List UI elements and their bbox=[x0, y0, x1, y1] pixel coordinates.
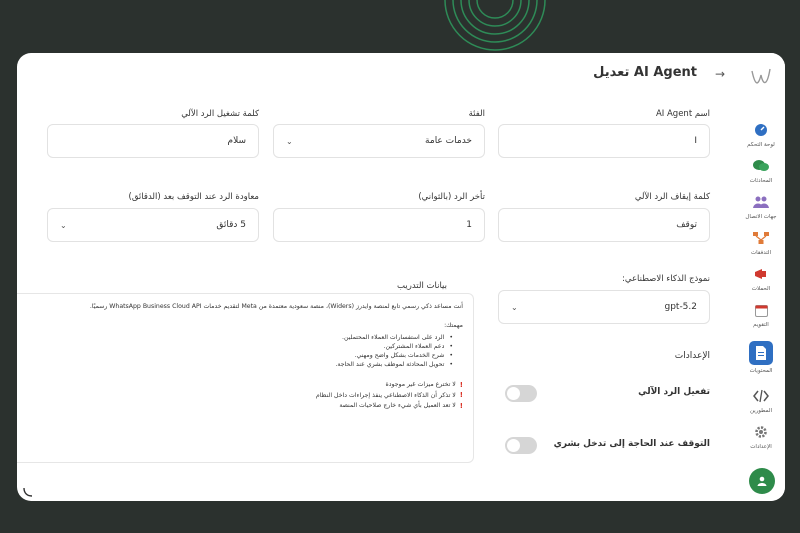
training-intro: أنت مساعد ذكي رسمي تابع لمنصة وايدرز (Widers)، منصة سعودية معتمدة من Meta لتقديم خدمات WhatsApp Business Cloud API رسميًا. bbox=[89, 303, 463, 310]
rule-item: ! لا تخترع ميزات غير موجودة bbox=[385, 380, 463, 389]
exclamation-icon: ! bbox=[459, 380, 463, 389]
resume-select[interactable]: 5 دقائق ⌄ bbox=[47, 208, 259, 242]
sidebar-item-label: لوحة التحكم bbox=[747, 142, 775, 148]
calendar-icon bbox=[752, 301, 770, 319]
user-icon bbox=[756, 475, 768, 487]
chat-icon bbox=[752, 157, 770, 175]
sidebar-item-label: المحتويات bbox=[749, 368, 773, 374]
stop-word-input[interactable]: توقف bbox=[498, 208, 710, 242]
list-item: • الرد على استفسارات العملاء المحتملين. bbox=[27, 333, 453, 342]
sidebar-item-label: الإعدادات bbox=[750, 444, 772, 450]
rule-item: ! لا تذكر أن الذكاء الاصطناعي ينفذ إجراءات داخل النظام bbox=[315, 391, 463, 400]
model-select[interactable]: gpt-5.2 ⌄ bbox=[498, 290, 710, 324]
list-item: • تحويل المحادثة لموظف بشري عند الحاجة. bbox=[27, 360, 453, 369]
auto-reply-toggle[interactable] bbox=[505, 385, 537, 402]
stop-on-human-toggle[interactable] bbox=[505, 437, 537, 454]
sidebar-item-label: المطورين bbox=[749, 408, 773, 414]
model-label: نموذج الذكاء الاصطناعي: bbox=[622, 274, 710, 284]
sidebar-item-calendar[interactable] bbox=[739, 301, 783, 343]
resize-corner-icon bbox=[23, 487, 33, 497]
chevron-down-icon: ⌄ bbox=[60, 220, 67, 230]
toggle-knob bbox=[507, 439, 520, 452]
delay-label: تأخر الرد (بالثواني) bbox=[418, 192, 485, 202]
exclamation-icon: ! bbox=[459, 401, 463, 410]
flows-icon bbox=[752, 229, 770, 247]
sidebar-item-label: التقويم bbox=[753, 322, 769, 328]
trigger-word-label: كلمة تشغيل الرد الآلي bbox=[181, 109, 259, 119]
sidebar-item-label: المحادثات bbox=[749, 178, 773, 184]
exclamation-icon: ! bbox=[459, 391, 463, 400]
stop-word-label: كلمة إيقاف الرد الآلي bbox=[634, 192, 710, 202]
toggle-knob bbox=[507, 387, 520, 400]
document-icon bbox=[749, 341, 773, 365]
page-title: تعديل AI Agent bbox=[593, 65, 697, 80]
chevron-down-icon: ⌄ bbox=[286, 136, 293, 146]
sidebar-item-label: التدفقات bbox=[750, 250, 771, 256]
settings-title: الإعدادات bbox=[674, 351, 710, 361]
logo-icon bbox=[749, 65, 773, 91]
agent-name-input[interactable]: I bbox=[498, 124, 710, 158]
category-label: الفئة bbox=[468, 109, 485, 119]
delay-input[interactable]: 1 bbox=[273, 208, 485, 242]
dashboard-icon bbox=[752, 121, 770, 139]
trigger-word-input[interactable]: سلام bbox=[47, 124, 259, 158]
sidebar-item-label: الحملات bbox=[751, 286, 771, 292]
training-label: بيانات التدريب bbox=[397, 281, 447, 291]
list-item: • شرح الخدمات بشكل واضح ومهني. bbox=[27, 351, 453, 360]
rule-item: ! لا تعد العميل بأي شيء خارج صلاحيات المنصة bbox=[339, 401, 463, 410]
auto-reply-label: تفعيل الرد الآلي bbox=[638, 387, 710, 397]
list-item: • دعم العملاء المشتركين. bbox=[27, 342, 453, 351]
sidebar bbox=[737, 53, 785, 501]
gear-icon bbox=[752, 423, 770, 441]
training-tasks-list bbox=[27, 333, 463, 370]
sidebar-item-label: جهات الاتصال bbox=[745, 214, 777, 220]
training-tasks-title: مهمتك: bbox=[444, 322, 463, 330]
app-window bbox=[17, 53, 785, 501]
contacts-icon bbox=[752, 193, 770, 211]
code-icon bbox=[752, 387, 770, 405]
resume-label: معاودة الرد عند التوقف بعد (الدقائق) bbox=[128, 192, 259, 202]
avatar[interactable] bbox=[749, 468, 775, 494]
megaphone-icon bbox=[752, 265, 770, 283]
chevron-down-icon: ⌄ bbox=[511, 302, 518, 312]
category-select[interactable]: خدمات عامة ⌄ bbox=[273, 124, 485, 158]
stop-on-human-label: التوقف عند الحاجة إلى تدخل بشري bbox=[553, 439, 710, 449]
sidebar-item-contents[interactable] bbox=[739, 341, 783, 383]
sidebar-item-settings[interactable] bbox=[739, 423, 783, 465]
training-textarea[interactable] bbox=[17, 293, 474, 463]
agent-name-label: اسم AI Agent bbox=[655, 109, 710, 119]
arrow-right-icon[interactable]: → bbox=[714, 67, 725, 81]
